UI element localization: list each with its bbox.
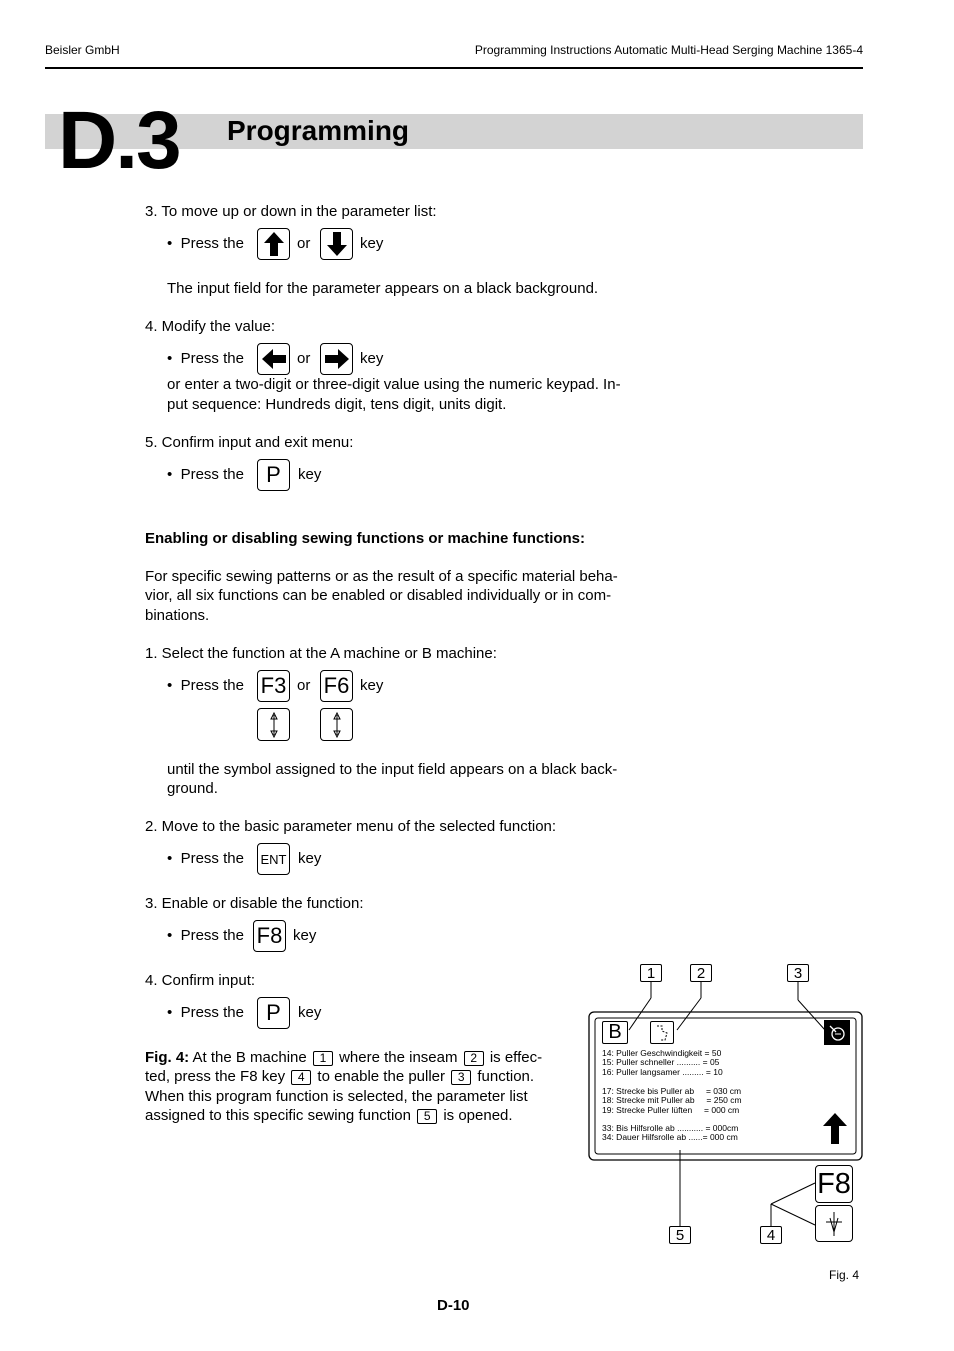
header-doc-title: Programming Instructions Automatic Multi-Head Serging Machine 1365-4 (474, 43, 863, 57)
step-3-press: • Press the (167, 235, 244, 252)
up-arrow-key (257, 228, 290, 260)
step-4-modify: 4. Modify the value: (145, 318, 276, 335)
p-key: P (257, 459, 290, 491)
lcd-param-group-1: 14: Puller Geschwindigkeit = 50 15: Puller schneller .......... = 05 16: Puller langsamer ......... = 10 (602, 1048, 723, 1077)
step-3-note: The input field for the parameter appears on a black background. (167, 280, 599, 297)
section-number: D.3 (58, 95, 180, 186)
stepb-3-press: • Press the (167, 927, 244, 944)
arrow-down-icon (326, 231, 348, 257)
callout-5: 5 (669, 1226, 691, 1244)
inseam-symbol-key (257, 708, 290, 741)
header-company: Beisler GmbH (45, 43, 120, 57)
key-text: key (298, 850, 322, 867)
seam-icon (654, 1024, 670, 1042)
f8-key: F8 (253, 920, 286, 952)
f6-key: F6 (320, 670, 353, 702)
step-4-note-line2: put sequence: Hundreds digit, tens digit, units digit. (167, 396, 507, 413)
stepb-3-enable: 3. Enable or disable the function: (145, 895, 364, 912)
step-4-press: • Press the (167, 350, 244, 367)
fig-caption-line2: ted, press the F8 key 4 to enable the puller 3 function. (145, 1068, 535, 1085)
step-5-confirm: 5. Confirm input and exit menu: (145, 434, 354, 451)
arrow-left-icon (261, 348, 287, 370)
intro-line3: binations. (145, 607, 210, 624)
puller-icon (828, 1024, 846, 1042)
key-text: key (360, 235, 384, 252)
needle-icon (824, 1210, 844, 1238)
f8-key-figure: F8 (815, 1165, 853, 1203)
page-number: D-10 (437, 1297, 470, 1314)
figure-caption: Fig. 4 (829, 1268, 860, 1282)
scroll-up-arrow-icon (822, 1112, 848, 1145)
fig-caption-line1: Fig. 4: At the B machine 1 where the inseam 2 is effec- (145, 1049, 543, 1066)
lcd-param-group-3: 33: Bis Hilfsrolle ab ........... = 000cm 34: Dauer Hilfsrolle ab ......= 000 cm (602, 1123, 739, 1143)
step-4-note-line1: or enter a two-digit or three-digit value using the numeric keypad. In- (167, 376, 621, 393)
stepb-1-note-line1: until the symbol assigned to the input field appears on a black back- (167, 761, 618, 778)
callout-2: 2 (690, 964, 712, 982)
key-text: key (360, 350, 384, 367)
stepb-4-confirm: 4. Confirm input: (145, 972, 256, 989)
lcd-param-group-2: 17: Strecke bis Puller ab = 030 cm 18: Strecke mit Puller ab = 250 cm 19: Strecke Puller lüften = 000 cm (602, 1086, 742, 1115)
double-arrow-icon (268, 712, 280, 738)
puller-key-figure (815, 1205, 853, 1242)
stepb-1-note-line2: ground. (167, 780, 218, 797)
key-text: key (298, 466, 322, 483)
puller-symbol-active (824, 1020, 850, 1045)
arrow-up-icon (263, 231, 285, 257)
step-3-move: 3. To move up or down in the parameter list: (145, 203, 437, 220)
key-text: key (293, 927, 317, 944)
stepb-2-press: • Press the (167, 850, 244, 867)
stepb-4-press: • Press the (167, 1004, 244, 1021)
left-arrow-key (257, 343, 290, 375)
double-arrow-icon (331, 712, 343, 738)
arrow-right-icon (324, 348, 350, 370)
callout-3: 3 (787, 964, 809, 982)
f3-key: F3 (257, 670, 290, 702)
stepb-1-press: • Press the (167, 677, 244, 694)
stepb-2-move: 2. Move to the basic parameter menu of the selected function: (145, 818, 557, 835)
down-arrow-key (320, 228, 353, 260)
intro-line2: vior, all six functions can be enabled or disabled individually or in com- (145, 587, 612, 604)
stepb-1-select: 1. Select the function at the A machine or B machine: (145, 645, 497, 662)
subheading: Enabling or disabling sewing functions or machine functions: (145, 530, 586, 547)
inseam-symbol-key (320, 708, 353, 741)
fig-caption-line4: assigned to this specific sewing function 5 is opened. (145, 1107, 513, 1124)
or-text: or (297, 350, 311, 367)
key-text: key (360, 677, 384, 694)
section-title: Programming (227, 115, 410, 146)
key-text: key (298, 1004, 322, 1021)
p-key: P (257, 997, 290, 1029)
fig-caption-line3: When this program function is selected, the parameter list (145, 1088, 528, 1105)
inseam-symbol (650, 1021, 674, 1044)
step-5-press: • Press the (167, 466, 244, 483)
callout-4: 4 (760, 1226, 782, 1244)
header-rule (45, 67, 863, 69)
intro-line1: For specific sewing patterns or as the result of a specific material beha- (145, 568, 618, 585)
callout-1: 1 (640, 964, 662, 982)
or-text: or (297, 677, 311, 694)
ent-key: ENT (257, 843, 290, 875)
right-arrow-key (320, 343, 353, 375)
machine-b-symbol: B (602, 1021, 628, 1044)
or-text: or (297, 235, 311, 252)
